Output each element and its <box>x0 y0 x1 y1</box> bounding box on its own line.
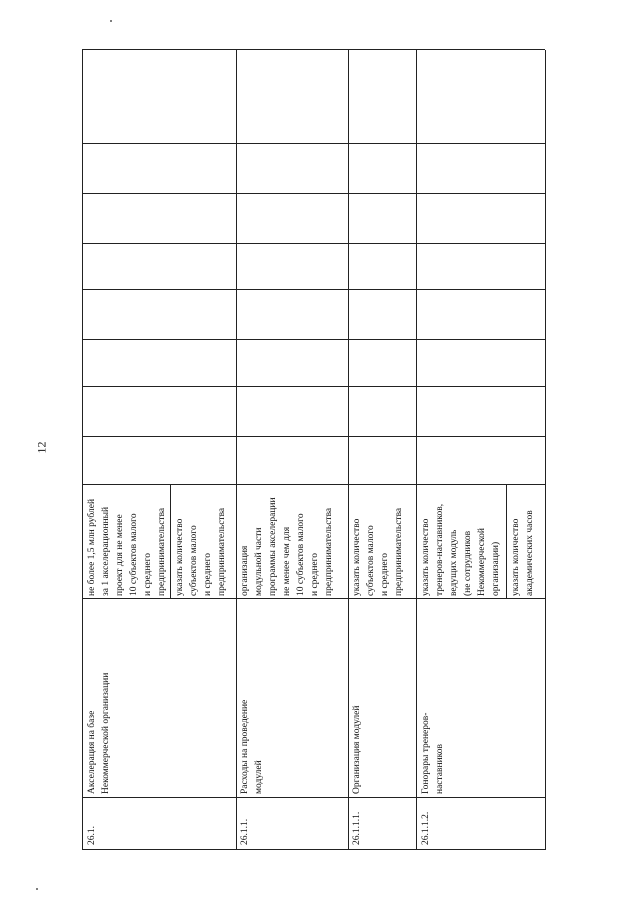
cell-line: за 1 акселерационный <box>101 506 111 596</box>
row-name-line: наставников <box>435 743 445 794</box>
cell-line: организации) <box>491 541 501 596</box>
row-name-line: Некоммерческой организации <box>101 672 111 794</box>
cell-line: модульной части <box>254 527 264 596</box>
cell-line: субъектов малого <box>189 525 199 596</box>
column-border <box>82 143 545 144</box>
row-border <box>348 50 349 850</box>
rotated-table <box>82 50 545 850</box>
column-border <box>82 49 545 50</box>
row-number: 26.1.1. <box>240 818 250 845</box>
row-border <box>545 50 546 850</box>
row-border <box>236 50 237 850</box>
cell-line: не менее чем для <box>282 526 292 596</box>
cell-line: указать количество <box>511 518 521 596</box>
cell-line: указать количество <box>421 518 431 596</box>
cell-line: указать количество <box>175 518 185 596</box>
cell-line: 10 субъектов малого <box>296 513 306 596</box>
cell-line: (не сотрудников <box>463 530 473 596</box>
cell-line: проект для не менее <box>115 514 125 596</box>
column-border <box>82 243 545 244</box>
column-border <box>82 797 545 798</box>
row-number: 26.1.1.2. <box>421 811 431 845</box>
cell-line: предпринимательства <box>324 507 334 596</box>
scan-speck <box>110 20 112 22</box>
row-border <box>82 50 83 850</box>
cell-line: программы акселерации <box>268 497 278 596</box>
cell-line: и среднего <box>380 552 390 596</box>
sub-row-border <box>170 485 171 599</box>
column-border <box>82 193 545 194</box>
row-name-line: Расходы на проведение <box>240 699 250 794</box>
row-number: 26.1. <box>87 826 97 845</box>
cell-line: Некоммерческой <box>477 528 487 596</box>
cell-line: предпринимательства <box>217 507 227 596</box>
cell-line: предпринимательства <box>157 507 167 596</box>
cell-line: академических часов <box>525 510 535 596</box>
column-border <box>82 436 545 437</box>
cell-line: и среднего <box>203 552 213 596</box>
cell-line: 10 субъектов малого <box>129 513 139 596</box>
sub-row-border <box>506 485 507 599</box>
row-name-line: модулей <box>254 760 264 794</box>
column-border <box>82 289 545 290</box>
column-border <box>82 484 545 485</box>
cell-line: предпринимательства <box>394 507 404 596</box>
cell-line: не более 1,5 млн рублей <box>87 498 97 596</box>
cell-line: указать количество <box>352 518 362 596</box>
cell-line: субъектов малого <box>366 525 376 596</box>
column-border <box>82 339 545 340</box>
column-border <box>82 386 545 387</box>
row-name-line: Организация модулей <box>352 705 362 794</box>
cell-line: организация <box>240 545 250 596</box>
column-border <box>82 849 545 850</box>
scan-speck <box>36 888 38 890</box>
cell-line: и среднего <box>310 552 320 596</box>
row-number: 26.1.1.1. <box>352 811 362 845</box>
cell-line: ведущих модуль <box>449 529 459 596</box>
cell-line: тренеров-наставников, <box>435 503 445 596</box>
row-border <box>416 50 417 850</box>
column-border <box>82 598 545 599</box>
cell-line: и среднего <box>143 552 153 596</box>
page-number: 12 <box>34 441 49 454</box>
row-name-line: Гонорары тренеров- <box>421 712 431 794</box>
row-name-line: Акселерация на базе <box>87 710 97 794</box>
